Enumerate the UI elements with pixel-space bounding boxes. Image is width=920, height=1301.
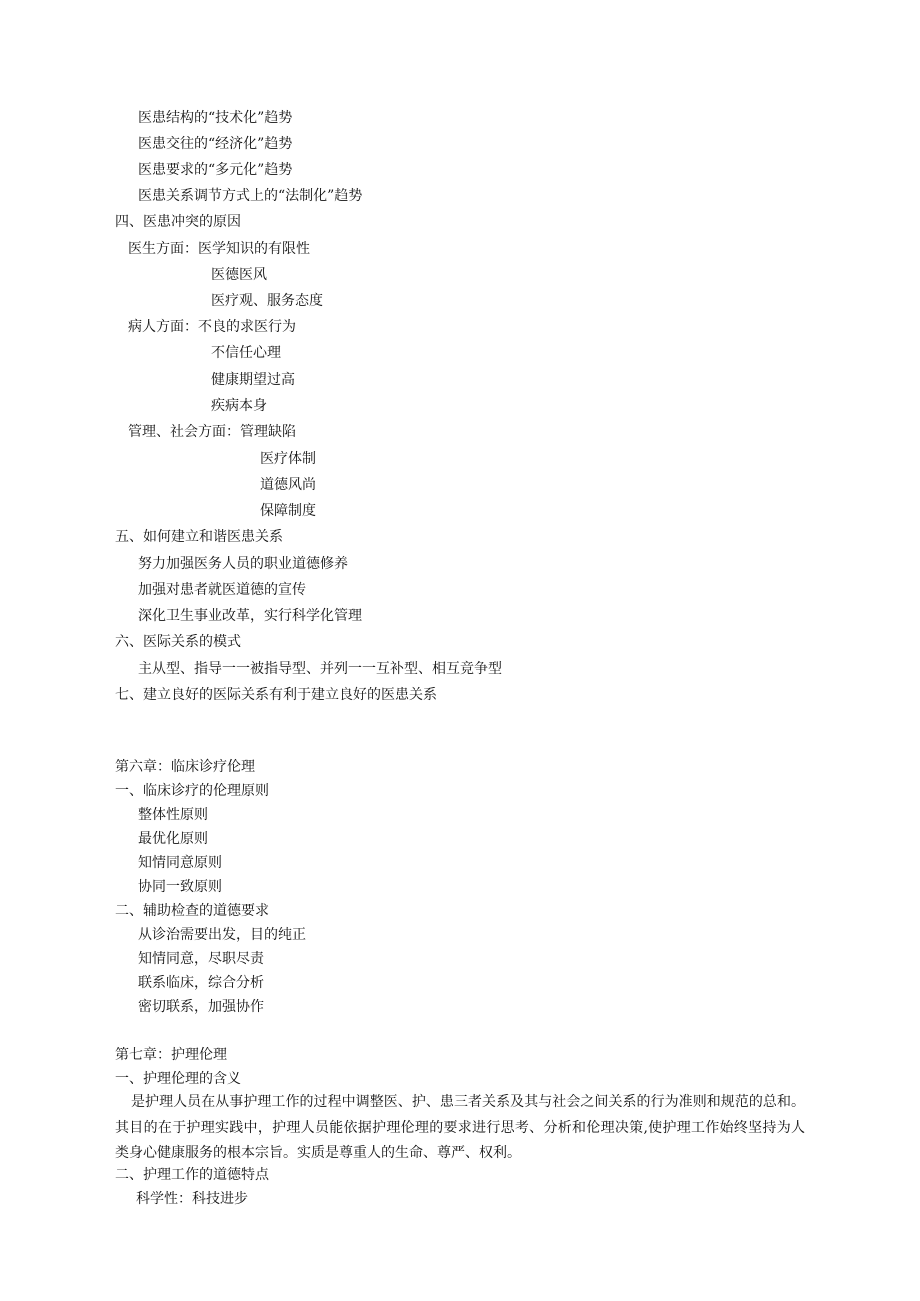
doctor-cause-item: 医疗观、服务态度 <box>211 293 323 309</box>
trend-item: 医患交往的“经济化”趋势 <box>138 136 293 152</box>
management-cause-item: 保障制度 <box>260 503 316 519</box>
doctor-cause-item: 医德医风 <box>211 267 267 283</box>
list-item: 联系临床，综合分析 <box>138 975 264 991</box>
section-heading: 七、建立良好的医际关系有利于建立良好的医患关系 <box>115 687 437 703</box>
section-heading: 二、护理工作的道德特点 <box>115 1167 269 1183</box>
patient-cause-item: 不信任心理 <box>211 345 281 361</box>
list-item: 知情同意原则 <box>138 855 222 871</box>
list-item: 整体性原则 <box>138 807 208 823</box>
management-cause-item: 医疗体制 <box>260 451 316 467</box>
list-item: 协同一致原则 <box>138 879 222 895</box>
management-cause-item: 道德风尚 <box>260 477 316 493</box>
section-heading: 六、医际关系的模式 <box>115 634 241 650</box>
patient-cause-item: 健康期望过高 <box>211 372 295 388</box>
section-heading: 一、临床诊疗的伦理原则 <box>115 783 269 799</box>
doctor-cause-label: 医生方面：医学知识的有限性 <box>128 241 310 257</box>
trend-item: 医患结构的“技术化”趋势 <box>138 110 293 126</box>
section-heading: 二、辅助检查的道德要求 <box>115 903 269 919</box>
trend-item: 医患要求的“多元化”趋势 <box>138 162 293 178</box>
patient-cause-label: 病人方面：不良的求医行为 <box>128 319 296 335</box>
section-heading: 四、医患冲突的原因 <box>115 214 241 230</box>
management-cause-label: 管理、社会方面：管理缺陷 <box>128 424 296 440</box>
list-item: 最优化原则 <box>138 831 208 847</box>
list-item: 密切联系，加强协作 <box>138 999 264 1015</box>
definition-paragraph: 是护理人员在从事护理工作的过程中调整医、护、患三者关系及其与社会之间关系的行为准则和规范的总和。其目的在于护理实践中，护理人员能依据护理伦理的要求进行思考、分析和伦理决策,使护理工作始终坚持为人类身心健康服务的根本宗旨。实质是尊重人的生命、尊严、权利。 <box>115 1094 805 1161</box>
list-item: 从诊治需要出发，目的纯正 <box>138 927 306 943</box>
section-heading: 五、如何建立和谐医患关系 <box>115 529 283 545</box>
trend-item: 医患关系调节方式上的“法制化”趋势 <box>138 188 363 204</box>
list-item: 加强对患者就医道德的宣传 <box>138 582 306 598</box>
list-item: 主从型、指导一一被指导型、并列一一互补型、相互竞争型 <box>138 661 502 677</box>
list-item: 知情同意，尽职尽责 <box>138 951 264 967</box>
list-item: 深化卫生事业改革，实行科学化管理 <box>138 608 362 624</box>
list-item: 努力加强医务人员的职业道德修养 <box>138 556 348 572</box>
section-heading: 一、护理伦理的含义 <box>115 1071 241 1087</box>
patient-cause-item: 疾病本身 <box>211 398 267 414</box>
list-item: 科学性：科技进步 <box>136 1191 248 1207</box>
chapter-title: 第六章：临床诊疗伦理 <box>115 759 255 775</box>
chapter-title: 第七章：护理伦理 <box>115 1047 227 1063</box>
